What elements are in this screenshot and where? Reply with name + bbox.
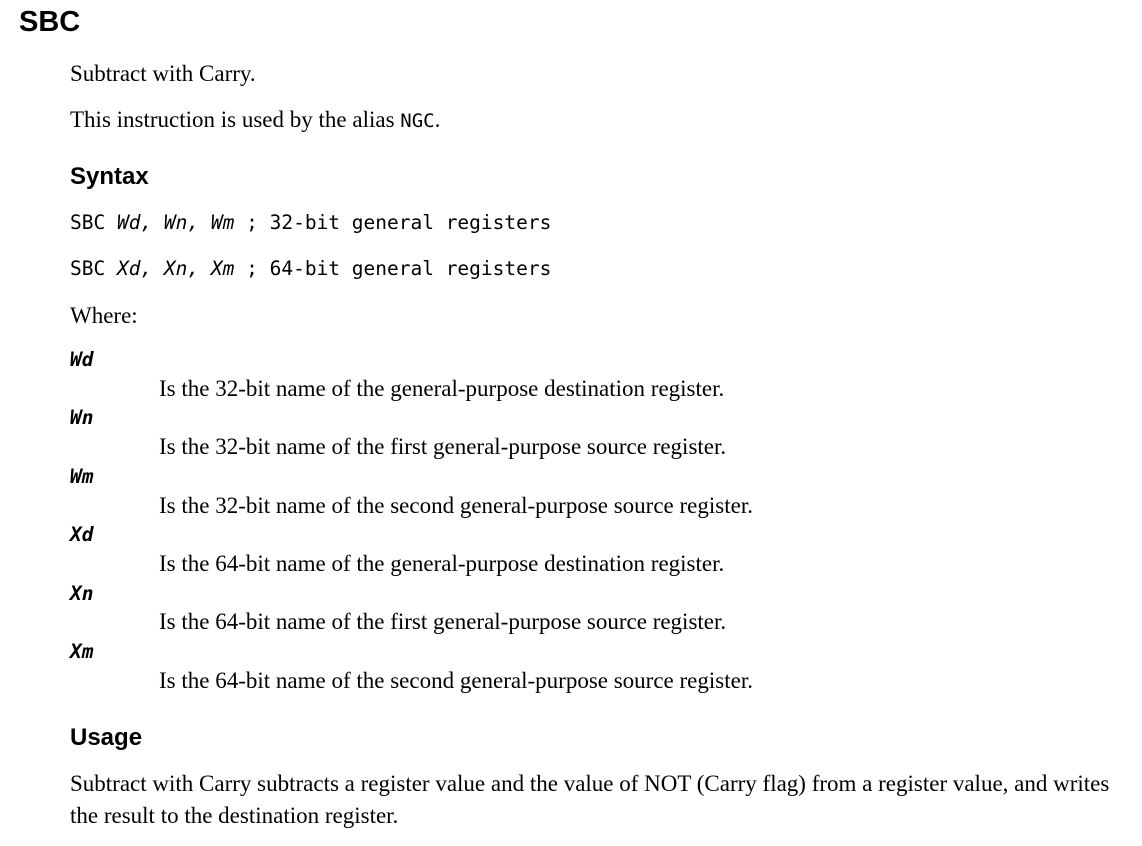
instruction-summary: Subtract with Carry. [70, 61, 256, 86]
alias-note-text: This instruction is used by the alias [70, 107, 395, 132]
syntax-mnemonic: SBC [70, 211, 117, 234]
alias-note-end: . [434, 107, 441, 132]
alias-name: NGC [400, 110, 435, 132]
param-name-xn: Xn [70, 582, 94, 605]
param-desc-xn: Is the 64-bit name of the first general-purpose source register. [159, 609, 727, 634]
usage-text: Subtract with Carry subtracts a register value and the value of NOT (Carry flag) from a register value, and writes the result to the destination register. [70, 771, 1110, 828]
param-desc-xm: Is the 64-bit name of the second general-purpose source register. [159, 668, 753, 693]
param-name-wm: Wm [70, 465, 94, 488]
syntax-operands: Wd, Wn, Wm [116, 211, 235, 234]
param-name-wn: Wn [70, 406, 94, 429]
syntax-line-32bit [70, 209, 551, 237]
param-desc-xd: Is the 64-bit name of the general-purpose destination register. [159, 551, 725, 576]
param-name-wd: Wd [70, 348, 94, 371]
param-desc-wm: Is the 32-bit name of the second general-purpose source register. [159, 493, 753, 518]
syntax-comment: ; 32-bit general registers [234, 211, 552, 234]
param-name-xm: Xm [70, 640, 94, 663]
syntax-operands: Xd, Xn, Xm [116, 257, 235, 280]
page-title: SBC [19, 6, 81, 38]
param-name-xd: Xd [70, 523, 94, 546]
param-desc-wn: Is the 32-bit name of the first general-purpose source register. [159, 434, 727, 459]
alias-note [70, 104, 440, 137]
syntax-mnemonic: SBC [70, 257, 117, 280]
usage-heading: Usage [70, 724, 143, 751]
param-desc-wd: Is the 32-bit name of the general-purpose destination register. [159, 376, 725, 401]
where-label: Where: [70, 303, 138, 328]
syntax-comment: ; 64-bit general registers [234, 257, 552, 280]
syntax-line-64bit [70, 255, 551, 283]
syntax-heading: Syntax [70, 163, 149, 190]
